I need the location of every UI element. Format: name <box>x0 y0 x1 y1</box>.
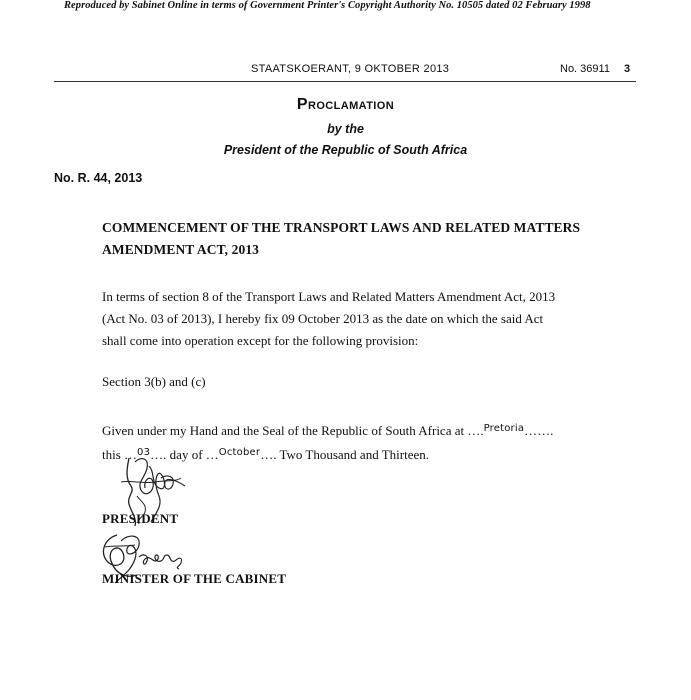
month-suffix: …. Two Thousand and Thirteen. <box>260 447 429 462</box>
given-line-1 <box>102 420 553 444</box>
given-suffix: ……. <box>524 423 554 438</box>
gazette-header <box>0 63 691 77</box>
body-line-1: In terms of section 8 of the Transport Laws and Related Matters Amendment Act, 2013 <box>102 289 556 304</box>
reproduction-notice: Reproduced by Sabinet Online in terms of Government Printer's Copyright Authority No. 10505 dated 02 February 1998 <box>64 0 591 11</box>
handwritten-month: October <box>218 447 261 458</box>
proclamation-issuer: President of the Republic of South Africa <box>223 143 468 157</box>
proclamation-number: No. R. 44, 2013 <box>54 171 143 185</box>
proclamation-by: by the <box>327 122 364 136</box>
body-line-3: shall come into operation except for the following provision: <box>102 333 419 348</box>
act-heading-line-1: COMMENCEMENT OF THE TRANSPORT LAWS AND RELATED MATTERS <box>102 220 581 235</box>
day-suffix: …. day of … <box>150 447 219 462</box>
act-heading <box>102 217 582 261</box>
header-rule <box>54 81 636 82</box>
handwritten-place: Pretoria <box>483 423 525 434</box>
proclamation-title <box>0 96 691 114</box>
page-number: 3 <box>624 63 631 75</box>
this-prefix: this … <box>102 447 138 462</box>
gazette-title: STAATSKOERANT, 9 OKTOBER 2013 <box>251 63 450 75</box>
handwritten-day: 03 <box>137 447 151 458</box>
act-heading-line-2: AMENDMENT ACT, 2013 <box>102 242 260 257</box>
body-paragraph <box>102 286 582 352</box>
gazette-number: No. 36911 <box>560 63 610 75</box>
excepted-section: Section 3(b) and (c) <box>102 374 206 389</box>
given-prefix: Given under my Hand and the Seal of the Republic of South Africa at …. <box>102 423 484 438</box>
body-line-2: (Act No. 03 of 2013), I hereby fix 09 October 2013 as the date on which the said Act <box>102 311 544 326</box>
minister-title: MINISTER OF THE CABINET <box>102 571 287 586</box>
proclamation-title-text: Proclamation <box>296 96 395 113</box>
president-title: PRESIDENT <box>102 511 179 526</box>
